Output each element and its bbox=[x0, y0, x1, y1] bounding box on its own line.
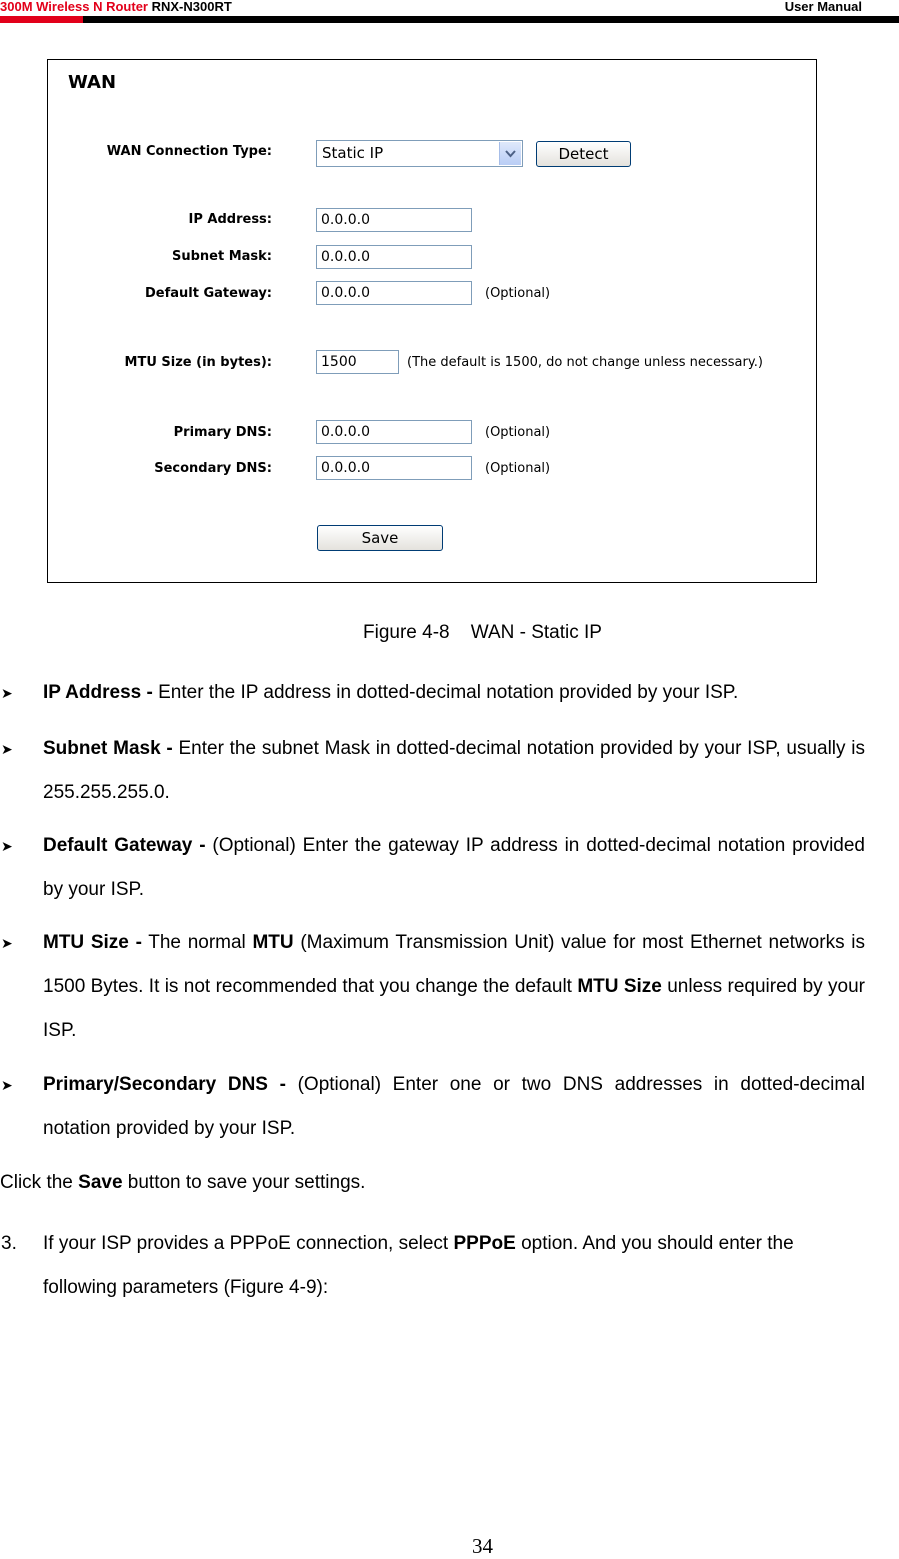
header-brand-name: 300M Wireless N Router bbox=[0, 0, 148, 14]
subnet-mask-input[interactable]: 0.0.0.0 bbox=[316, 245, 472, 269]
ip-address-label: IP Address: bbox=[188, 212, 272, 227]
ip-address-input[interactable]: 0.0.0.0 bbox=[316, 208, 472, 232]
mtu-size-hint: (The default is 1500, do not change unless necessary.) bbox=[407, 355, 763, 370]
bullet-arrow-icon: ➤ bbox=[1, 935, 13, 951]
click-save-paragraph bbox=[0, 1161, 365, 1205]
detect-button[interactable]: Detect bbox=[536, 141, 631, 167]
header-rule-accent bbox=[0, 16, 83, 23]
header-brand bbox=[0, 0, 232, 14]
para-bold: Save bbox=[78, 1172, 123, 1193]
figure-caption: Figure 4-8 WAN - Static IP bbox=[363, 622, 602, 643]
step-desc: option. And you should enter the following parameters (Figure 4-9): bbox=[43, 1233, 794, 1298]
primary-dns-label: Primary DNS: bbox=[173, 425, 272, 440]
bullet-arrow-icon: ➤ bbox=[1, 838, 13, 854]
bullet-term: Subnet Mask - bbox=[43, 738, 173, 759]
page-number: 34 bbox=[472, 1534, 493, 1558]
secondary-dns-input[interactable]: 0.0.0.0 bbox=[316, 456, 472, 480]
default-gateway-label: Default Gateway: bbox=[144, 286, 272, 301]
bullet-term: MTU Size - bbox=[43, 932, 142, 953]
secondary-dns-optional: (Optional) bbox=[485, 461, 551, 476]
bullet-term-inline: MTU Size bbox=[577, 976, 662, 997]
step-desc: If your ISP provides a PPPoE connection, select bbox=[43, 1233, 454, 1254]
bullet-desc: The normal bbox=[141, 932, 253, 953]
bullet-desc: unless required by your ISP. bbox=[43, 976, 865, 1041]
para-text: button to save your settings. bbox=[122, 1172, 366, 1193]
bullet-text bbox=[43, 671, 865, 715]
connection-type-value: Static IP bbox=[322, 144, 384, 162]
mtu-size-label: MTU Size (in bytes): bbox=[124, 355, 272, 370]
bullet-term: Primary/Secondary DNS - bbox=[43, 1074, 286, 1095]
primary-dns-input[interactable]: 0.0.0.0 bbox=[316, 420, 472, 444]
bullet-arrow-icon: ➤ bbox=[1, 685, 13, 701]
dropdown-arrow-icon[interactable] bbox=[499, 142, 521, 165]
page-header bbox=[0, 0, 899, 26]
bullet-term: IP Address - bbox=[43, 682, 153, 703]
connection-type-label: WAN Connection Type: bbox=[106, 144, 272, 159]
bullet-arrow-icon: ➤ bbox=[1, 741, 13, 757]
save-button[interactable]: Save bbox=[317, 525, 443, 551]
connection-type-select[interactable] bbox=[316, 140, 523, 167]
para-text: Click the bbox=[0, 1172, 79, 1193]
bullet-arrow-icon: ➤ bbox=[1, 1077, 13, 1093]
chevron-down-icon bbox=[500, 142, 521, 165]
primary-dns-optional: (Optional) bbox=[485, 425, 551, 440]
secondary-dns-label: Secondary DNS: bbox=[154, 461, 272, 476]
default-gateway-optional: (Optional) bbox=[485, 286, 551, 301]
mtu-size-input[interactable]: 1500 bbox=[316, 350, 399, 374]
bullet-text bbox=[43, 727, 865, 815]
bullet-text bbox=[43, 1063, 865, 1151]
bullet-desc: Enter the IP address in dotted-decimal notation provided by your ISP. bbox=[152, 682, 739, 703]
bullet-desc: Enter the subnet Mask in dotted-decimal notation provided by your ISP, usually is 255.255.255.0. bbox=[43, 738, 865, 803]
bullet-term: Default Gateway - bbox=[43, 835, 206, 856]
header-manual-label: User Manual bbox=[784, 0, 862, 14]
wan-screenshot bbox=[47, 59, 817, 583]
bullet-text bbox=[43, 824, 865, 912]
bullet-desc: (Optional) Enter one or two DNS addresses in dotted-decimal notation provided by your ISP. bbox=[43, 1074, 865, 1139]
bullet-desc: (Maximum Transmission Unit) value for most Ethernet networks is 1500 Bytes. It is not recommended that you change the default bbox=[43, 932, 865, 997]
step-number: 3. bbox=[1, 1233, 17, 1254]
subnet-mask-label: Subnet Mask: bbox=[171, 249, 272, 264]
bullet-desc: (Optional) Enter the gateway IP address in dotted-decimal notation provided by your ISP. bbox=[43, 835, 865, 900]
step-bold: PPPoE bbox=[453, 1233, 516, 1254]
default-gateway-input[interactable]: 0.0.0.0 bbox=[316, 281, 472, 305]
wan-title: WAN bbox=[68, 72, 117, 93]
bullet-term-inline: MTU bbox=[252, 932, 294, 953]
step-text bbox=[43, 1222, 865, 1310]
header-rule bbox=[0, 16, 899, 23]
bullet-text bbox=[43, 921, 865, 1053]
header-model: RNX-N300RT bbox=[148, 0, 232, 14]
